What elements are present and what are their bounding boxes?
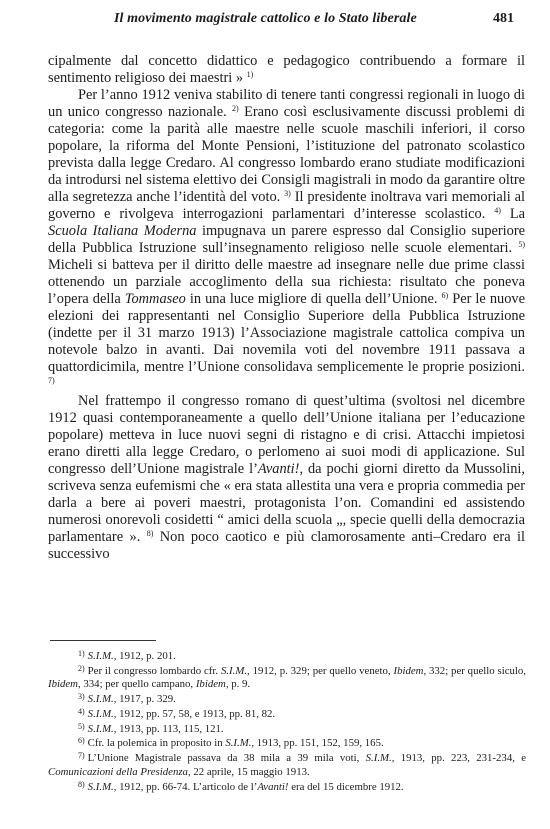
italic-text: Avanti! — [257, 780, 289, 793]
footnote — [48, 781, 526, 795]
italic-text: S.I.M. — [225, 737, 252, 750]
text-run: , 334; per quello campano, — [77, 678, 196, 691]
text-run: Erano così esclusivamente discussi problemi di categoria: come la parità alle maestre nelle scuole maschili inferiori, il corso popolare, la riforma del Monte Pensioni, l’istituzione del patronato scolastico prevista dalla legge Credaro. Al congresso lombardo erano studiate modificazioni da introdursi nel sistema elettivo dei Consigli magistrali in modo da garantire oltre alla segretezza anche l’identità del voto. — [48, 104, 525, 205]
italic-text: Comunicazioni della Presidenza — [48, 765, 188, 778]
text-run: La — [500, 206, 525, 222]
text-run: , 1912, pp. 57, 58, e 1913, pp. 81, 82. — [113, 707, 276, 720]
footnote-ref: 1) — [246, 70, 254, 79]
footnote-number: 1) — [78, 649, 85, 658]
text-run: , 1912, p. 201. — [113, 650, 176, 662]
text-run: Non poco caotico e più clamorosamente anti–Credaro era il successivo — [48, 529, 525, 562]
text-run: era del 15 dicembre 1912. — [288, 780, 404, 793]
footnote-ref: 2) — [232, 104, 239, 113]
italic-text: Tommaseo — [124, 291, 186, 307]
footnote-number: 6) — [78, 736, 85, 746]
paragraph — [48, 87, 525, 393]
footnote — [48, 693, 526, 707]
text-run: L’Unione Magistrale passava da 38 mila a 39 mila voti, — [87, 752, 366, 765]
italic-text: Avanti! — [257, 461, 300, 477]
text-run: Per l’anno 1912 veniva stabilito di tenere tanti congressi regionali in luogo di un unico congresso nazionale. — [48, 87, 525, 120]
text-run: cipalmente dal concetto didattico e pedagogico contribuendo a formare il sentimento religioso dei maestri » — [48, 53, 525, 86]
text-run: Nel frattempo il congresso romano di quest’ultima (svoltosi nel dicembre 1912 quasi contemporaneamente a quello dell’Unione italiana per l’educazione popolare) metteva in luce nuovi segni di ristagno e di crisi. Attacchi impietosi erano diretti alla legge Credaro, o perlomeno ai suoi modi di applicazione. Sul congresso dell’Unione magistrale l’ — [48, 393, 525, 477]
text-run: , 22 aprile, 15 maggio 1913. — [187, 765, 310, 778]
footnote-separator — [50, 640, 156, 641]
footnote — [48, 723, 526, 737]
text-run: Per le nuove elezioni dei rappresentanti nel Consiglio Superiore della Pubblica Istruzione (indette per il 31 marzo 1913) l’Associazione magistrale cattolica compiva un notevole balzo in avanti. Dai novemila voti del novembre 1911 passava a quattordicimila, mentre l’Unione consolidava semplicemente le proprie posizioni. — [48, 291, 525, 375]
footnote-ref: 3) — [284, 189, 291, 198]
footnote-ref: 5) — [518, 240, 525, 249]
italic-text: Ibidem — [48, 678, 78, 691]
italic-text: S.I.M. — [220, 664, 248, 677]
footnote — [48, 665, 526, 692]
footnote-ref: 7) — [48, 376, 55, 385]
footnote — [48, 708, 526, 722]
footnote-number: 3) — [78, 692, 85, 702]
italic-text: Scuola Italiana Moderna — [48, 223, 197, 239]
italic-text: S.I.M. — [87, 780, 114, 793]
text-run: Per il congresso lombardo cfr. — [87, 664, 221, 677]
footnote — [48, 650, 526, 664]
paragraph — [48, 393, 525, 563]
italic-text: S.I.M. — [87, 707, 114, 720]
page-header — [48, 9, 514, 29]
text-run: Micheli si batteva per il diritto delle maestre ad insegnare nelle due prime classi ottenendo un parziale accoglimento della sua richiesta: risultato che poneva l’opera della — [48, 257, 525, 307]
text-run: in una luce migliore di quella dell’Unione. — [185, 291, 442, 307]
footnote-number: 4) — [78, 706, 85, 716]
text-run: , 1917, p. 329. — [113, 693, 176, 706]
italic-text: Ibidem — [393, 664, 424, 677]
text-run: , 1912, p. 329; per quello veneto, — [247, 664, 394, 677]
text-run: Cfr. la polemica in proposito in — [87, 737, 226, 750]
text-run: , 1913, pp. 113, 115, 121. — [113, 722, 224, 735]
footnote-ref: 6) — [441, 291, 449, 300]
text-run: impugnava un parere espresso dal Consiglio superiore della Pubblica Istruzione sull’insegnamento religioso nelle scuole elementari. — [48, 223, 525, 256]
text-run: , 1912, pp. 66-74. L’articolo de l’ — [113, 780, 258, 793]
body-text — [48, 53, 525, 563]
footnote-number: 2) — [78, 663, 85, 673]
italic-text: S.I.M. — [87, 650, 114, 662]
italic-text: Ibidem — [195, 678, 226, 691]
text-run: Il presidente inoltrava vari memoriali al governo e rivolgeva interrogazioni parlamentari d’interesse scolastico. — [48, 189, 526, 222]
footnote-ref: 8) — [146, 529, 154, 538]
footnote-number: 5) — [78, 721, 85, 731]
footnote-ref: 4) — [494, 206, 501, 215]
italic-text: S.I.M. — [365, 752, 392, 765]
text-run: , 1913, pp. 151, 152, 159, 165. — [251, 737, 384, 750]
running-title: Il movimento magistrale cattolico e lo Stato liberale — [114, 11, 417, 26]
italic-text: S.I.M. — [87, 722, 114, 735]
footnote-number: 8) — [78, 779, 85, 789]
page-number: 481 — [493, 11, 514, 26]
footnotes — [48, 650, 526, 795]
text-run: , p. 9. — [225, 678, 251, 691]
text-run: , 1913, pp. 223, 231-234, e — [391, 752, 526, 765]
text-run: , da pochi giorni diretto da Mussolini, scriveva senza eufemismi che « era stata allestita una vera e propria commedia per darla a bere ai poveri maestri, protagonista l’on. Comandini ed assistendo numerosi onorevoli cosidetti “ amici della scuola „, specie quelli della democrazia parlamentare ». — [48, 461, 525, 545]
footnote — [48, 752, 526, 779]
paragraph — [48, 53, 525, 87]
footnote-number: 7) — [78, 751, 85, 761]
footnote — [48, 737, 526, 751]
italic-text: S.I.M. — [87, 693, 114, 706]
text-run: , 332; per quello siculo, — [423, 664, 527, 677]
